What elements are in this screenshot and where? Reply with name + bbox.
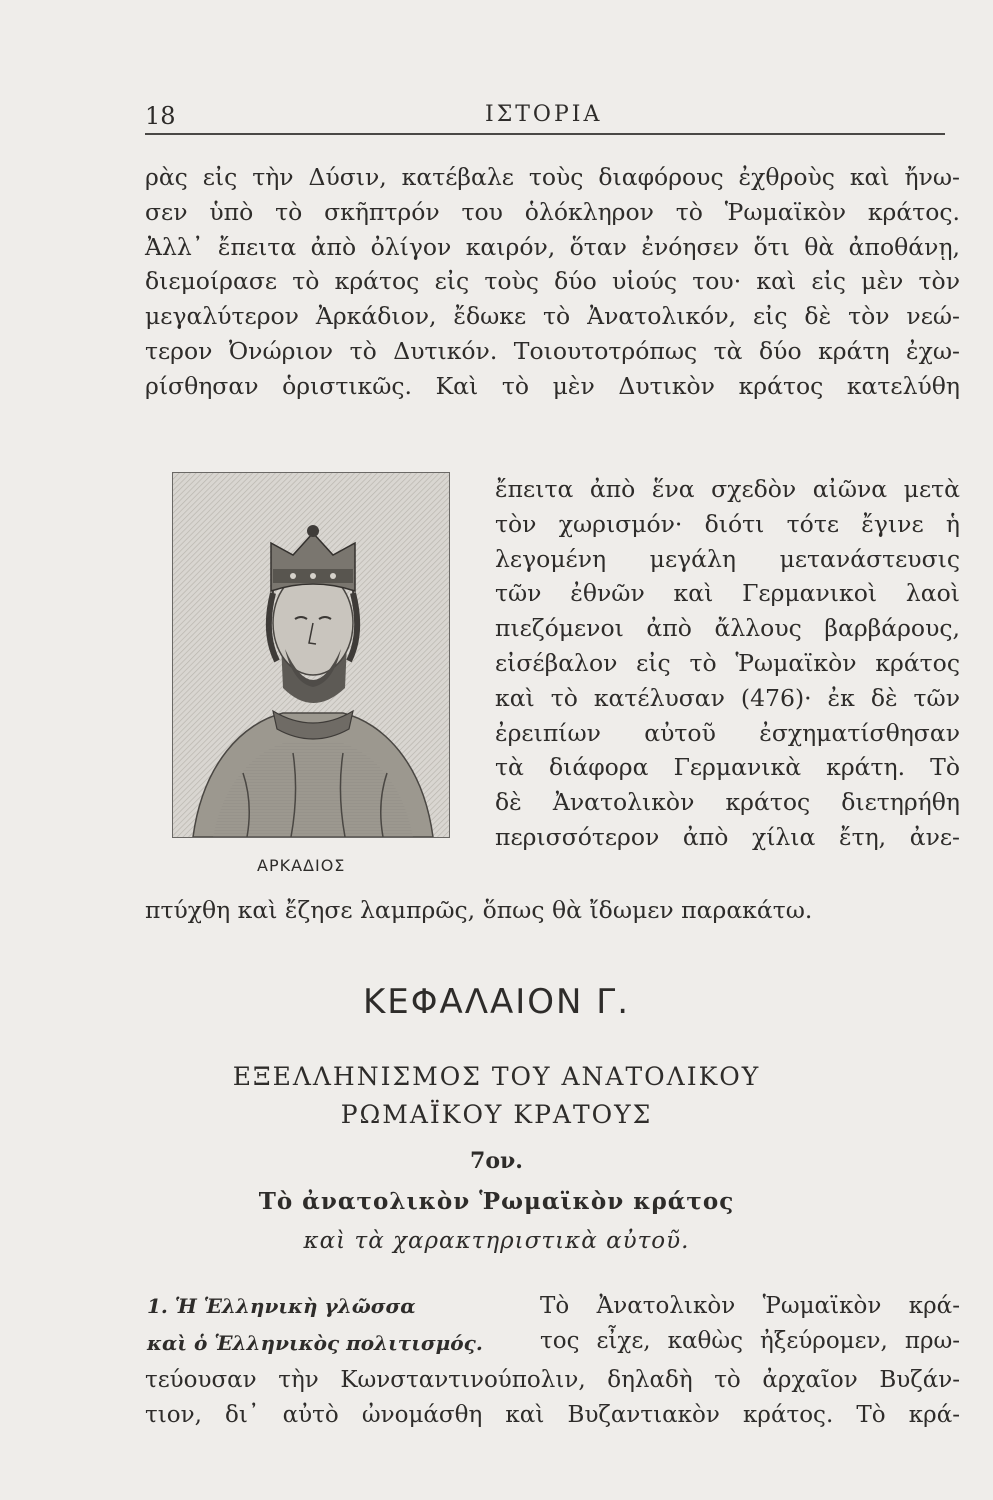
chapter-title-line-1: ΕΞΕΛΛΗΝΙΣΜΟΣ ΤΟΥ ΑΝΑΤΟΛΙΚΟΥ <box>232 1062 761 1091</box>
subsection-number: 7ον. <box>470 1148 523 1174</box>
text-line: ρίσθησαν ὁριστικῶς. Καὶ τὸ μὲν Δυτικὸν κράτος κατελύθη <box>145 371 960 400</box>
text-line: δὲ Ἀνατολικὸν κράτος διετηρήθη <box>495 788 960 817</box>
text-line: ρὰς εἰς τὴν Δύσιν, κατέβαλε τοὺς διαφόρους ἐχθροὺς καὶ ἤνω- <box>145 163 960 191</box>
subsection-title-line-1: Τὸ ἀνατολικὸν Ῥωμαϊκὸν κράτος <box>258 1188 735 1215</box>
text-line: διεμοίρασε τὸ κράτος εἰς τοὺς δύο υἱούς του· καὶ εἰς μὲν τὸν <box>145 267 960 296</box>
side-heading-line: 1. Ἡ Ἑλληνικὴ γλῶσσα <box>147 1294 416 1318</box>
paragraph-side-heading <box>147 1288 517 1362</box>
text-line: ἔπειτα ἀπὸ ἕνα σχεδὸν αἰῶνα μετὰ <box>495 475 960 503</box>
text-line: Ἀλλ᾽ ἔπειτα ἀπὸ ὀλίγον καιρόν, ὅταν ἐνόησεν ὅτι θὰ ἀποθάνῃ, <box>145 232 960 261</box>
text-line: καὶ τὸ κατέλυσαν (476)· ἐκ δὲ τῶν <box>495 683 960 712</box>
page-number: 18 <box>145 102 176 130</box>
text-line: τερον Ὀνώριον τὸ Δυτικόν. Τοιουτοτρόπως τὰ δύο κράτη ἐχω- <box>145 336 960 365</box>
body-text-top <box>145 160 960 404</box>
text-line: τεύουσαν τὴν Κωνσταντινούπολιν, δηλαδὴ τὸ ἀρχαῖον Βυζάν- <box>145 1367 960 1393</box>
text-line: πτύχθη καὶ ἔζησε λαμπρῶς, ὅπως θὰ ἴδωμεν παρακάτω. <box>145 896 813 924</box>
arkadios-portrait-image <box>172 472 450 838</box>
portrait-caption: ΑΡΚΑΔΙΟΣ <box>257 856 346 875</box>
text-line: εἰσέβαλον εἰς τὸ Ῥωμαϊκὸν κράτος <box>495 648 960 677</box>
chapter-heading: ΚΕΦΑΛΑΙΟΝ Γ. <box>362 982 631 1022</box>
text-line: λεγομένη μεγάλη μετανάστευσις <box>495 544 960 573</box>
text-line: Τὸ Ἀνατολικὸν Ῥωμαϊκὸν κρά- <box>540 1293 960 1319</box>
text-line: πιεζόμενοι ἀπὸ ἄλλους βαρβάρους, <box>495 614 960 643</box>
text-line: σεν ὑπὸ τὸ σκῆπτρόν του ὁλόκληρον τὸ Ῥωμαϊκὸν κράτος. <box>145 197 960 226</box>
running-title: ΙΣΤΟΡΙΑ <box>485 102 603 127</box>
text-line: ἐρειπίων αὐτοῦ ἐσχηματίσθησαν <box>495 718 960 747</box>
page-header <box>145 100 945 140</box>
subsection-title-line-2: καὶ τὰ χαρακτηριστικὰ αὐτοῦ. <box>303 1228 690 1254</box>
portrait-figure <box>172 472 450 882</box>
chapter-title-line-2: ΡΩΜΑΪΚΟΥ ΚΡΑΤΟΥΣ <box>340 1100 653 1129</box>
text-line: τὸν χωρισμόν· διότι τότε ἔγινε ἡ <box>495 509 960 538</box>
body-text-wrapped <box>495 472 960 855</box>
header-rule <box>145 133 945 135</box>
body-text-after-figure <box>145 893 960 928</box>
text-line: μεγαλύτερον Ἀρκάδιον, ἔδωκε τὸ Ἀνατολικόν, εἰς δὲ τὸν νεώ- <box>145 302 960 331</box>
paragraph-right-column <box>540 1288 960 1358</box>
text-line: τὰ διάφορα Γερμανικὰ κράτη. Τὸ <box>495 753 960 782</box>
text-line: τιον, δι᾽ αὐτὸ ὠνομάσθη καὶ Βυζαντιακὸν κράτος. Τὸ κρά- <box>145 1401 960 1428</box>
side-heading-line: καὶ ὁ Ἑλληνικὸς πολιτισμός. <box>147 1331 483 1355</box>
text-line: τος εἶχε, καθὼς ἠξεύρομεν, πρω- <box>540 1327 960 1354</box>
paragraph-continuation <box>145 1362 960 1432</box>
text-line: περισσότερον ἀπὸ χίλια ἔτη, ἀνε- <box>495 822 960 851</box>
text-line: τῶν ἐθνῶν καὶ Γερμανικοὶ λαοὶ <box>495 579 960 608</box>
